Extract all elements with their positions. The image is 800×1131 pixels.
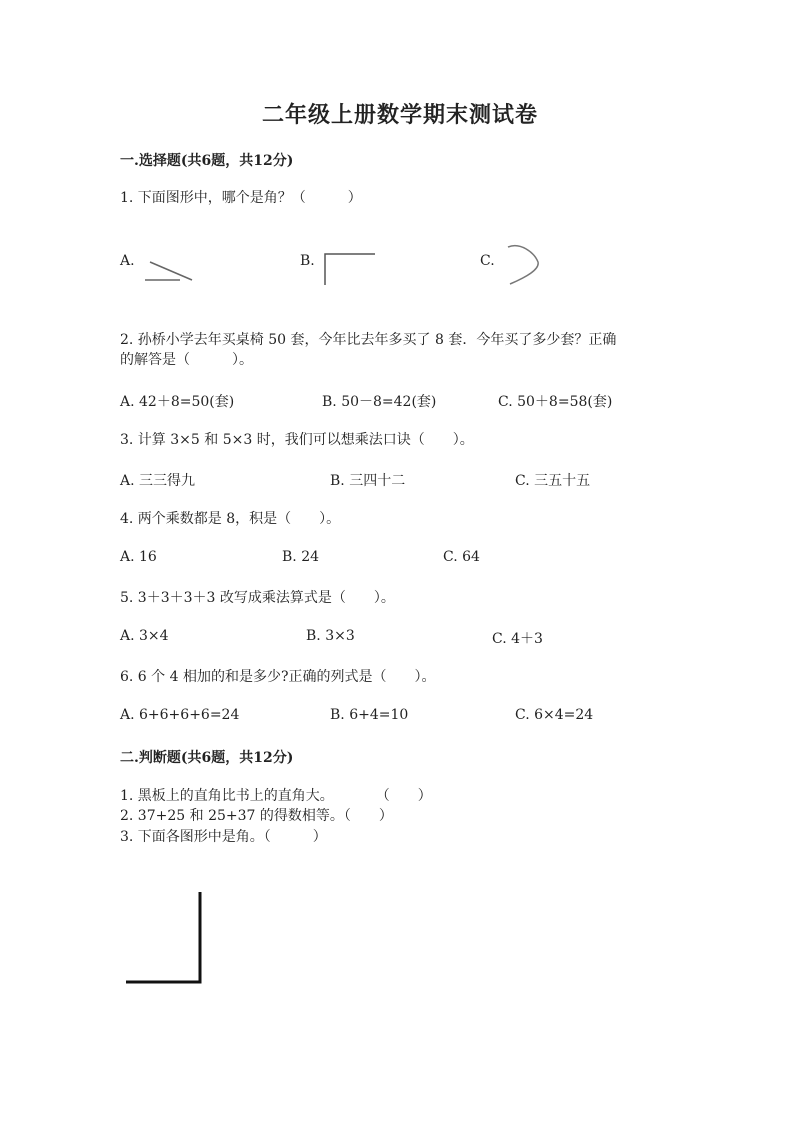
- question-2-line2: 的解答是（ ）。: [120, 352, 253, 368]
- option-c: C.: [480, 253, 495, 269]
- judgement-item-1: 1. 黑板上的直角比书上的直角大。 （ ）: [120, 788, 432, 804]
- section-heading-judgement: 二.判断题(共6题，共12分): [120, 750, 294, 766]
- option-c: C. 50＋8=58(套): [498, 394, 613, 410]
- option-c: C. 三五十五: [515, 473, 591, 489]
- option-a: A. 3×4: [120, 628, 169, 644]
- question-5: 5. 3＋3＋3＋3 改写成乘法算式是（ ）。: [120, 590, 395, 606]
- option-b: B. 3×3: [306, 628, 355, 644]
- judgement-item-2: 2. 37+25 和 25+37 的得数相等。（ ）: [120, 808, 393, 824]
- question-1: 1. 下面图形中，哪个是角？（ ）: [120, 190, 362, 206]
- option-b: B. 6+4=10: [330, 707, 409, 723]
- option-c: C. 6×4=24: [515, 707, 594, 723]
- option-a: A. 42＋8=50(套): [120, 394, 235, 410]
- question-6: 6. 6 个 4 相加的和是多少?正确的列式是（ ）。: [120, 669, 436, 685]
- option-a: A.: [120, 253, 135, 269]
- figure-angle-a: [140, 250, 200, 290]
- option-c: C. 64: [443, 549, 480, 565]
- figure-curve-c: [500, 240, 550, 290]
- option-b: B. 24: [282, 549, 320, 565]
- option-c: C. 4＋3: [492, 631, 543, 647]
- question-3: 3. 计算 3×5 和 5×3 时，我们可以想乘法口诀（ ）。: [120, 432, 474, 448]
- page-title: 二年级上册数学期末测试卷: [261, 102, 538, 128]
- option-a: A. 6+6+6+6=24: [120, 707, 240, 723]
- option-a: A. 16: [120, 549, 157, 565]
- question-4: 4. 两个乘数都是 8，积是（ ）。: [120, 511, 341, 527]
- option-b: B. 三四十二: [330, 473, 406, 489]
- question-2-line1: 2. 孙桥小学去年买桌椅 50 套，今年比去年多买了 8 套．今年买了多少套？正确: [120, 332, 617, 348]
- figure-right-angle: [120, 885, 210, 990]
- judgement-item-3: 3. 下面各图形中是角。（ ）: [120, 829, 327, 845]
- option-b: B. 50－8=42(套): [322, 394, 437, 410]
- option-a: A. 三三得九: [120, 473, 196, 489]
- option-b: B.: [300, 253, 315, 269]
- figure-angle-b: [320, 248, 380, 293]
- section-heading-choice: 一.选择题(共6题，共12分): [120, 153, 294, 169]
